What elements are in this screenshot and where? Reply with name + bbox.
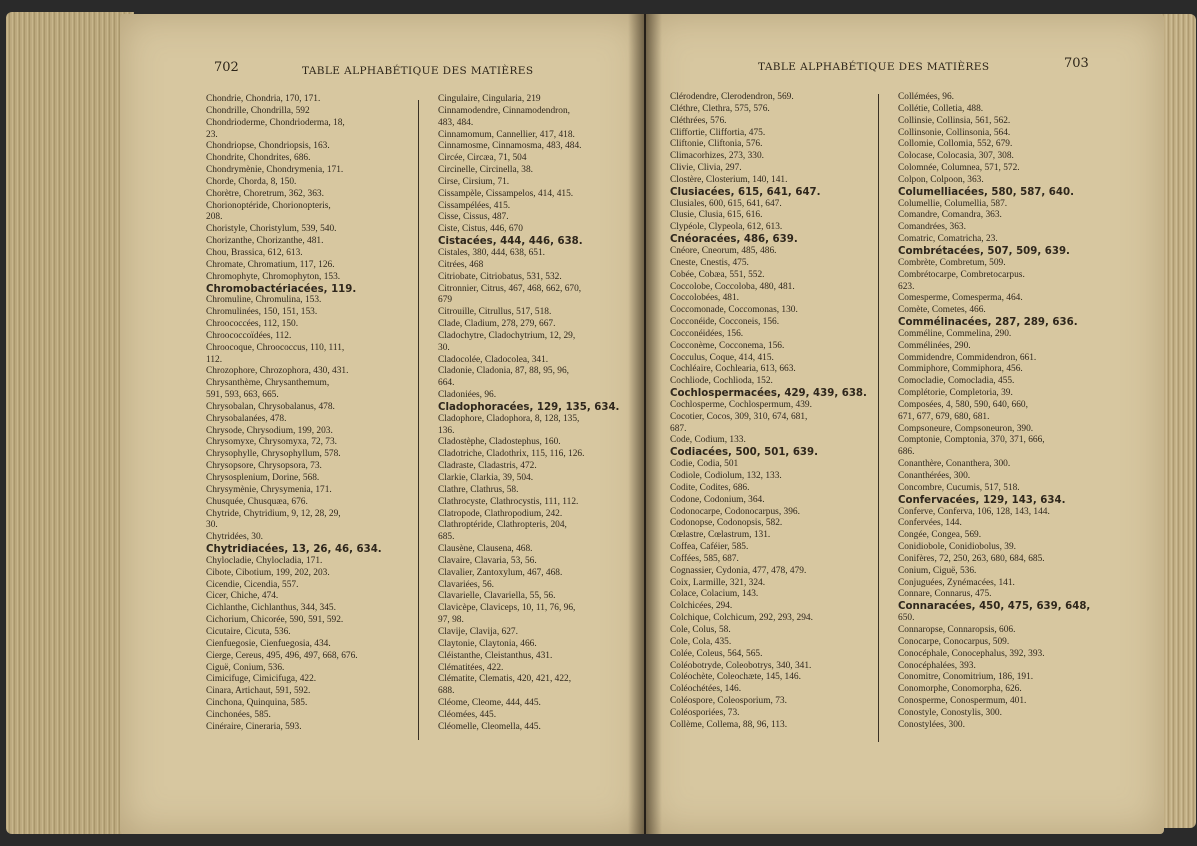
index-entry: Clatropode, Clathropodium, 242.	[438, 508, 563, 519]
index-entry: Cochliode, Cochlioda, 152.	[670, 376, 773, 387]
index-entry: 23.	[206, 129, 218, 140]
index-entry: Chroococcées, 112, 150.	[206, 319, 299, 330]
index-entry: Cocculus, Coque, 414, 415.	[670, 352, 774, 363]
index-entry: Cladoniées, 96.	[438, 390, 497, 401]
index-entry: Commiphore, Commiphora, 456.	[898, 364, 1023, 375]
index-entry: Clusie, Clusia, 615, 616.	[670, 210, 763, 221]
index-entry: Chromuline, Chromulina, 153.	[206, 295, 322, 306]
index-entry: Clathroptéride, Clathropteris, 204,	[438, 520, 567, 531]
index-entry: Cibote, Cibotium, 199, 202, 203.	[206, 567, 330, 578]
column-rule-left	[418, 100, 419, 740]
index-entry: Commélinacées, 287, 289, 636.	[898, 317, 1078, 329]
index-entry: Citrées, 468	[438, 259, 484, 270]
index-entry: Conferve, Conferva, 106, 128, 143, 144.	[898, 506, 1050, 517]
index-entry: Climacorhizes, 273, 330.	[670, 151, 764, 162]
index-entry: Ciste, Cistus, 446, 670	[438, 224, 523, 235]
index-entry: Colace, Colacium, 143.	[670, 589, 759, 600]
index-entry: 688.	[438, 686, 455, 697]
index-entry: Chorde, Chorda, 8, 150.	[206, 176, 297, 187]
index-entry: Conifères, 72, 250, 263, 680, 684, 685.	[898, 553, 1045, 564]
index-entry: Circinelle, Circinella, 38.	[438, 165, 534, 176]
index-entry: Cicutaire, Cicuta, 536.	[206, 626, 291, 637]
index-entry: Conocéphale, Conocephalus, 392, 393.	[898, 648, 1045, 659]
index-entry: Coccolobe, Coccoloba, 480, 481.	[670, 281, 795, 292]
index-entry: Conostyle, Conostylis, 300.	[898, 707, 1002, 718]
index-entry: Codonopse, Codonopsis, 582.	[670, 518, 783, 529]
index-entry: Chylocladie, Chylocladia, 171.	[206, 555, 323, 566]
index-entry: Comète, Cometes, 466.	[898, 305, 986, 316]
index-entry: Connaracées, 450, 475, 639, 648,	[898, 601, 1091, 613]
index-entry: Cladophore, Cladophora, 8, 128, 135,	[438, 413, 580, 424]
index-entry: Coccomonade, Coccomonas, 130.	[670, 305, 798, 316]
index-entry: Conomorphe, Conomorpha, 626.	[898, 684, 1022, 695]
index-entry: 679	[438, 295, 453, 306]
index-entry: Chromobactériacées, 119.	[206, 283, 357, 295]
index-entry: Cinnamosme, Cinnamosma, 483, 484.	[438, 141, 582, 152]
index-entry: 97, 98.	[438, 615, 464, 626]
index-entry: Collinsie, Collinsia, 561, 562.	[898, 115, 1011, 126]
index-entry: Cladotriche, Cladothrix, 115, 116, 126.	[438, 449, 585, 460]
index-entry: Coléochétées, 146.	[670, 684, 742, 695]
index-entry: Comandrées, 363.	[898, 222, 966, 233]
index-entry: Conjuguées, Zynémacées, 141.	[898, 577, 1015, 588]
index-entry: Cléthrées, 576.	[670, 115, 727, 126]
index-entry: Conostylées, 300.	[898, 719, 965, 730]
index-entry: Cladochytre, Cladochytrium, 12, 29,	[438, 330, 576, 341]
index-entry: Combrétocarpe, Combretocarpus.	[898, 269, 1025, 280]
index-entry: Clavarielle, Clavariella, 55, 56.	[438, 591, 556, 602]
page-number-right: 703	[1064, 56, 1089, 71]
index-entry: Cladophoracées, 129, 135, 634.	[438, 401, 620, 413]
index-entry: Cladraste, Cladastris, 472.	[438, 461, 537, 472]
index-entry: Cliffortie, Cliffortia, 475.	[670, 127, 766, 138]
index-entry: Chondriopse, Chondriopsis, 163.	[206, 141, 330, 152]
index-entry: Chroocoque, Chroococcus, 110, 111,	[206, 342, 345, 353]
index-entry: Chondrite, Chondrites, 686.	[206, 153, 311, 164]
index-entry: Clavije, Clavija, 627.	[438, 626, 518, 637]
index-entry: Conium, Ciguë, 536.	[898, 565, 977, 576]
index-entry: Colchique, Colchicum, 292, 293, 294.	[670, 613, 813, 624]
index-entry: Comocladie, Comocladia, 455.	[898, 376, 1015, 387]
index-entry: Chrysymènie, Chrysymenia, 171.	[206, 484, 332, 495]
right-page-edges	[1160, 14, 1196, 828]
index-entry: Clavariées, 56.	[438, 579, 494, 590]
index-entry: Comatric, Comatricha, 23.	[898, 234, 998, 245]
index-entry: Chondrie, Chondria, 170, 171.	[206, 94, 321, 104]
index-entry: 623.	[898, 281, 915, 292]
index-entry: Choristyle, Choristylum, 539, 540.	[206, 224, 337, 235]
index-entry: Cinnamomum, Cannellier, 417, 418.	[438, 129, 575, 140]
index-entry: Cole, Cola, 435.	[670, 636, 732, 647]
index-entry: Connare, Connarus, 475.	[898, 589, 992, 600]
index-entry: Columelliacées, 580, 587, 640.	[898, 186, 1074, 198]
index-entry: Chondrymènie, Chondrymenia, 171.	[206, 165, 344, 176]
index-entry: Coléosporiées, 73.	[670, 707, 740, 718]
index-entry: Coléochète, Coleochæte, 145, 146.	[670, 672, 801, 683]
index-entry: Cocconéide, Cocconeis, 156.	[670, 317, 780, 328]
index-entry: 483, 484.	[438, 117, 474, 128]
index-entry: Coccolobées, 481.	[670, 293, 739, 304]
index-entry: Comméline, Commelina, 290.	[898, 328, 1012, 339]
index-entry: 30.	[438, 342, 450, 353]
index-entry: Citronnier, Citrus, 467, 468, 662, 670,	[438, 283, 582, 294]
index-entry: Codiacées, 500, 501, 639.	[670, 447, 818, 459]
index-entry: Cisse, Cissus, 487.	[438, 212, 509, 223]
index-entry: Clypéole, Clypeola, 612, 613.	[670, 222, 783, 233]
index-entry: Comesperme, Comesperma, 464.	[898, 293, 1023, 304]
index-entry: Cœlastre, Cœlastrum, 131.	[670, 530, 771, 541]
index-entry: Circée, Circæa, 71, 504	[438, 153, 527, 164]
index-entry: Cicendie, Cicendia, 557.	[206, 579, 299, 590]
index-entry: Comptonie, Comptonia, 370, 371, 666,	[898, 435, 1045, 446]
left-page-edges	[6, 12, 134, 834]
index-entry: Chromate, Chromatium, 117, 126.	[206, 259, 335, 270]
index-entry: Cocconéidées, 156.	[670, 328, 744, 339]
index-entry: Chrozophore, Chrozophora, 430, 431.	[206, 366, 349, 377]
index-entry: Connaropse, Connaropsis, 606.	[898, 624, 1016, 635]
index-entry: Chromulinées, 150, 151, 153.	[206, 307, 318, 318]
index-entry: Clavicèpe, Claviceps, 10, 11, 76, 96,	[438, 603, 576, 614]
index-entry: Cléomées, 445.	[438, 709, 497, 720]
index-entry: Colchicées, 294.	[670, 601, 733, 612]
index-entry: Code, Codium, 133.	[670, 435, 746, 446]
index-entry: Cinéraire, Cineraria, 593.	[206, 721, 302, 732]
index-entry: Clusiacées, 615, 641, 647.	[670, 186, 821, 198]
index-entry: Compsoneure, Compsoneuron, 390.	[898, 423, 1034, 434]
index-entry: Conanthérées, 300.	[898, 471, 971, 481]
index-entry: Composées, 4, 580, 590, 640, 660,	[898, 399, 1028, 410]
index-entry: Columellie, Columellia, 587.	[898, 198, 1008, 209]
index-entry: Codie, Codia, 501	[670, 459, 739, 470]
index-entry: Commidendre, Commidendron, 661.	[898, 352, 1037, 363]
index-entry: Clausène, Clausena, 468.	[438, 544, 533, 555]
index-entry: Coix, Larmille, 321, 324.	[670, 577, 766, 588]
index-entry: Chrysophylle, Chrysophyllum, 578.	[206, 449, 341, 460]
index-entry: Cistales, 380, 444, 638, 651.	[438, 247, 546, 258]
index-entry: Cléomelle, Cleomella, 445.	[438, 721, 541, 732]
index-entry: 208.	[206, 212, 223, 223]
index-entry: Chrysosplenium, Dorine, 568.	[206, 473, 320, 483]
index-entry: Cognassier, Cydonia, 477, 478, 479.	[670, 565, 807, 576]
index-entry: Collomie, Collomia, 552, 679.	[898, 139, 1013, 150]
right-page	[646, 14, 1164, 834]
index-entry: Cochlospermacées, 429, 439, 638.	[670, 388, 867, 400]
index-entry: Colocase, Colocasia, 307, 308.	[898, 151, 1014, 162]
index-entry: Conocarpe, Conocarpus, 509.	[898, 636, 1010, 647]
index-entry: 671, 677, 679, 680, 681.	[898, 411, 990, 422]
index-entry: Collème, Collema, 88, 96, 113.	[670, 719, 788, 730]
index-entry: Codiole, Codiolum, 132, 133.	[670, 471, 782, 481]
index-entry: Clathre, Clathrus, 58.	[438, 484, 519, 495]
index-entry: Colomnée, Columnea, 571, 572.	[898, 163, 1020, 174]
index-entry: Chrysobalan, Chrysobalanus, 478.	[206, 401, 335, 412]
index-entry: Cole, Colus, 58.	[670, 624, 731, 635]
index-entry: Citriobate, Citriobatus, 531, 532.	[438, 271, 562, 282]
index-entry: Cinnamodendre, Cinnamodendron,	[438, 105, 571, 116]
index-entry: Cléistanthe, Cleistanthus, 431.	[438, 650, 553, 661]
index-entry: Cinchonées, 585.	[206, 709, 271, 720]
index-entry: Chou, Brassica, 612, 613.	[206, 247, 303, 258]
index-entry: Cladocolée, Cladocolea, 341.	[438, 354, 549, 365]
index-entry: Citrouille, Citrullus, 517, 518.	[438, 307, 552, 318]
index-entry: Chorionoptéride, Chorionopteris,	[206, 200, 331, 211]
index-entry: Cissampélées, 415.	[438, 200, 511, 211]
index-entry: Chrysode, Chrysodium, 199, 203.	[206, 425, 333, 436]
index-entry: Clostère, Closterium, 140, 141.	[670, 174, 788, 185]
index-entry: Chondrille, Chondrilla, 592	[206, 105, 310, 116]
index-entry: Conidiobole, Conidiobolus, 39.	[898, 542, 1016, 553]
index-entry: Confervées, 144.	[898, 518, 962, 529]
index-entry: 136.	[438, 425, 455, 436]
index-entry: Clavaire, Clavaria, 53, 56.	[438, 555, 537, 566]
index-column-right-2	[898, 92, 1090, 732]
index-entry: Combrétacées, 507, 509, 639.	[898, 245, 1070, 257]
index-entry: Chorètre, Choretrum, 362, 363.	[206, 188, 324, 199]
index-entry: Cinara, Artichaut, 591, 592.	[206, 686, 311, 697]
index-entry: Chondrioderme, Chondrioderma, 18,	[206, 117, 345, 128]
index-entry: Conanthère, Conanthera, 300.	[898, 459, 1011, 470]
index-entry: Confervacées, 129, 143, 634.	[898, 494, 1066, 506]
index-entry: Cladostèphe, Cladostephus, 160.	[438, 437, 561, 448]
index-entry: Chrysopsore, Chrysopsora, 73.	[206, 461, 322, 472]
index-entry: Coléospore, Coleosporium, 73.	[670, 696, 787, 707]
index-entry: Collétie, Colletia, 488.	[898, 103, 984, 114]
index-entry: Cladonie, Cladonia, 87, 88, 95, 96,	[438, 366, 569, 377]
index-entry: 664.	[438, 378, 455, 389]
index-entry: Cienfuegosie, Cienfuegosia, 434.	[206, 638, 331, 649]
index-entry: Combrète, Combretum, 509.	[898, 257, 1006, 268]
index-entry: Cochléaire, Cochlearia, 613, 663.	[670, 364, 796, 375]
index-entry: Chrysobalanées, 478.	[206, 413, 287, 424]
index-entry: Clarkie, Clarkia, 39, 504.	[438, 473, 534, 483]
index-entry: Colpon, Colpoon, 363.	[898, 174, 984, 185]
index-entry: Comandre, Comandra, 363.	[898, 210, 1002, 221]
index-entry: Clathrocyste, Clathrocystis, 111, 112.	[438, 496, 579, 507]
index-entry: Cicer, Chiche, 474.	[206, 591, 279, 602]
index-entry: Codonocarpe, Codonocarpus, 396.	[670, 506, 800, 517]
index-entry: Cichorium, Chicorée, 590, 591, 592.	[206, 615, 344, 626]
index-entry: Clade, Cladium, 278, 279, 667.	[438, 319, 556, 330]
index-entry: Coffées, 585, 687.	[670, 553, 739, 564]
index-entry: Cingulaire, Cingularia, 219	[438, 94, 541, 104]
index-entry: Clavalier, Zantoxylum, 467, 468.	[438, 567, 563, 578]
index-entry: Conomitre, Conomitrium, 186, 191.	[898, 672, 1034, 683]
index-entry: Chrysomyxe, Chrysomyxa, 72, 73.	[206, 437, 337, 448]
book-gutter	[628, 14, 662, 834]
index-entry: Clivie, Clivia, 297.	[670, 163, 742, 174]
page-header-left: TABLE ALPHABÉTIQUE DES MATIÈRES	[302, 65, 534, 77]
index-entry: Cocotier, Cocos, 309, 310, 674, 681,	[670, 411, 808, 422]
index-entry: Cneste, Cnestis, 475.	[670, 257, 749, 268]
index-entry: Cliftonie, Cliftonia, 576.	[670, 139, 763, 150]
index-entry: Cnéore, Cneorum, 485, 486.	[670, 245, 777, 256]
index-entry: Ciguë, Conium, 536.	[206, 662, 285, 673]
index-entry: Claytonie, Claytonia, 466.	[438, 638, 537, 649]
index-entry: Congée, Congea, 569.	[898, 530, 982, 541]
index-entry: Cierge, Cereus, 495, 496, 497, 668, 676.	[206, 650, 358, 661]
index-entry: Clématitées, 422.	[438, 662, 504, 673]
index-entry: Chrysanthème, Chrysanthemum,	[206, 378, 330, 389]
index-entry: Chorizanthe, Chorizanthe, 481.	[206, 236, 324, 247]
index-entry: Cnéoracées, 486, 639.	[670, 234, 798, 246]
index-entry: Cirse, Cirsium, 71.	[438, 176, 510, 187]
index-entry: Chromophyte, Chromophyton, 153.	[206, 271, 341, 282]
page-header-right: TABLE ALPHABÉTIQUE DES MATIÈRES	[758, 61, 990, 73]
index-column-left-2	[438, 94, 619, 734]
index-column-right-1	[670, 92, 867, 732]
index-entry: Cobée, Cobæa, 551, 552.	[670, 269, 765, 280]
index-entry: Cléthre, Clethra, 575, 576.	[670, 103, 770, 114]
index-entry: Conosperme, Conospermum, 401.	[898, 696, 1027, 707]
index-entry: Cinchona, Quinquina, 585.	[206, 698, 308, 709]
index-entry: Cocconème, Cocconema, 156.	[670, 340, 785, 351]
index-entry: Coléobotryde, Coleobotrys, 340, 341.	[670, 660, 812, 671]
index-entry: Clérodendre, Clerodendron, 569.	[670, 92, 794, 102]
index-entry: 650.	[898, 613, 915, 624]
index-entry: Chroococcoïdées, 112.	[206, 330, 292, 341]
left-page	[120, 14, 644, 834]
index-entry: Conocéphalées, 393.	[898, 660, 976, 671]
index-entry: Cochlosperme, Cochlospermum, 439.	[670, 399, 812, 410]
index-entry: Commélinées, 290.	[898, 340, 971, 351]
index-entry: Coffea, Caféier, 585.	[670, 542, 749, 553]
index-entry: Cissampèle, Cissampelos, 414, 415.	[438, 188, 574, 199]
index-entry: Colée, Coleus, 564, 565.	[670, 648, 763, 659]
index-entry: Cichlanthe, Cichlanthus, 344, 345.	[206, 603, 336, 614]
index-entry: Chytridiacées, 13, 26, 46, 634.	[206, 544, 382, 556]
page-number-left: 702	[214, 60, 239, 75]
index-entry: 686.	[898, 447, 915, 458]
index-entry: Cléome, Cleome, 444, 445.	[438, 698, 541, 709]
index-entry: Concombre, Cucumis, 517, 518.	[898, 482, 1020, 493]
index-entry: Collémées, 96.	[898, 92, 954, 102]
index-entry: 685.	[438, 532, 455, 543]
column-rule-right	[878, 94, 879, 742]
index-entry: Clusiales, 600, 615, 641, 647.	[670, 198, 782, 209]
index-entry: Chusquée, Chusquæa, 676.	[206, 496, 308, 507]
index-entry: Cistacées, 444, 446, 638.	[438, 236, 583, 248]
index-entry: Clématite, Clematis, 420, 421, 422,	[438, 674, 572, 685]
index-entry: 112.	[206, 354, 223, 365]
index-entry: Cimicifuge, Cimicifuga, 422.	[206, 674, 317, 685]
index-entry: Codone, Codonium, 364.	[670, 494, 765, 505]
index-entry: Chytridées, 30.	[206, 532, 264, 543]
index-entry: Complétorie, Completoria, 39.	[898, 388, 1013, 399]
index-entry: 591, 593, 663, 665.	[206, 390, 279, 401]
index-entry: Codite, Codites, 686.	[670, 482, 750, 493]
index-entry: 30.	[206, 520, 218, 531]
index-entry: Collinsonie, Collinsonia, 564.	[898, 127, 1011, 138]
index-entry: Chytride, Chytridium, 9, 12, 28, 29,	[206, 508, 341, 519]
index-entry: 687.	[670, 423, 687, 434]
index-column-left-1	[206, 94, 382, 734]
